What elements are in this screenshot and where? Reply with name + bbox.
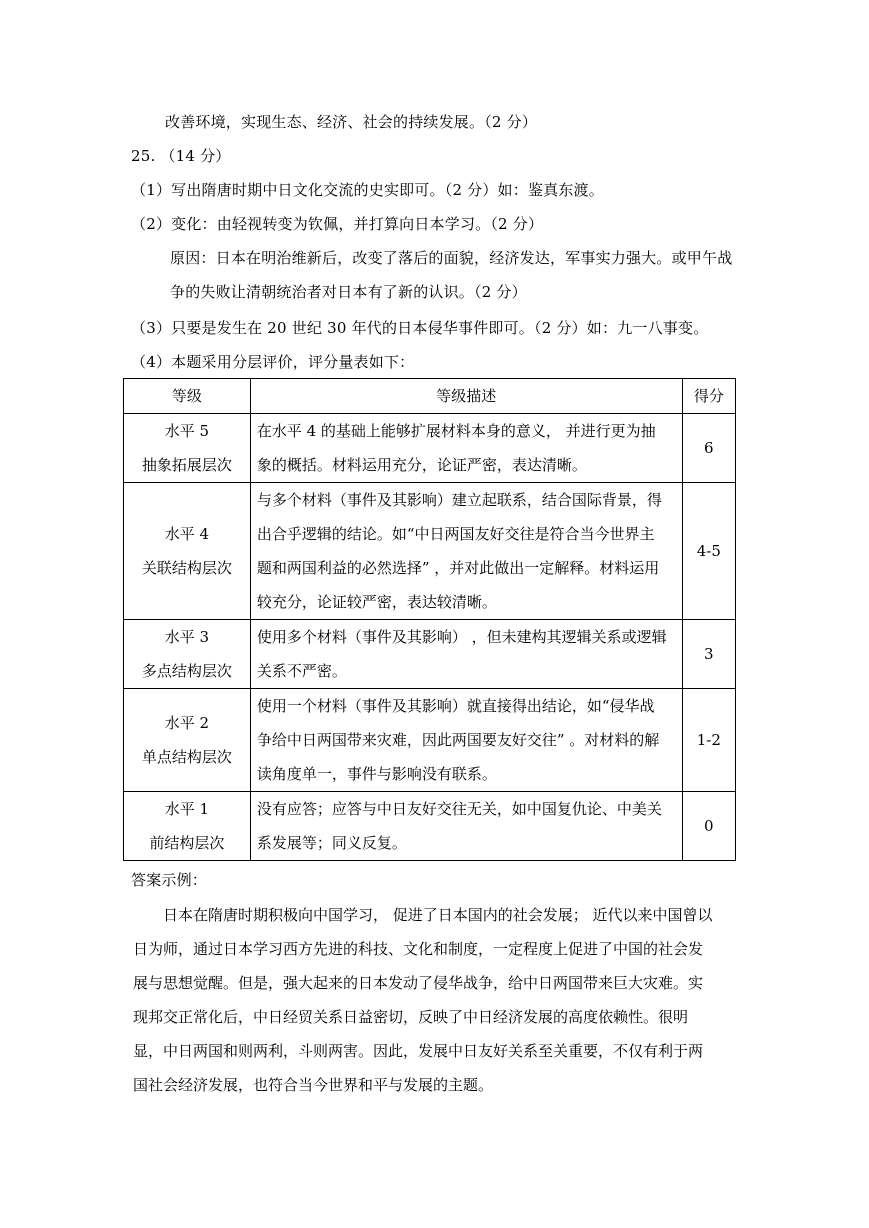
level-name: 水平 1 [164, 800, 210, 818]
level-cell [124, 483, 251, 620]
level-cell [124, 689, 251, 792]
description-line: 较充分，论证较严密，表达较清晰。 [256, 593, 497, 611]
level-name: 水平 4 [164, 525, 210, 543]
score-cell: 6 [682, 414, 735, 483]
level-name: 水平 5 [164, 422, 210, 440]
description-line: 使用一个材料（事件及其影响）就直接得出结论，如“侵华战 [256, 697, 655, 715]
description-cell [250, 414, 682, 483]
example-text: 日本在隋唐时期积极向中国学习， 促进了日本国内的社会发展； 近代以来中国曾以日为师，通过日本学习西方先进的科技、文化和制度，一定程度上促进了中国的社会发展与思想觉醒。但是，强大起来的日本发动了侵华战争，给中日两国带来巨大灾难。实现邦交正常化后，中日经贸关系日益密切，反映了中日经济发展的高度依赖性。很明显，中日两国和则两利，斗则两害。因此，发展中日友好关系至关重要，不仅有利于两国社会经济发展，也符合当今世界和平与发展的主题。 [133, 906, 713, 1094]
level-type: 关联结构层次 [141, 559, 232, 577]
answer-part-2: （2）变化：由轻视转变为钦佩，并打算向日本学习。（2 分） [131, 215, 544, 233]
level-name: 水平 3 [164, 628, 210, 646]
example-label: 答案示例： [131, 871, 208, 889]
example-paragraph [133, 898, 713, 1102]
description-line: 与多个材料（事件及其影响）建立起联系，结合国际背景，得 [256, 491, 662, 509]
table-header-row [124, 379, 736, 414]
description-cell [250, 689, 682, 792]
answer-part-2-reason: 原因：日本在明治维新后，改变了落后的面貌，经济发达，军事实力强大。或甲午战 [170, 249, 733, 267]
header-score: 得分 [682, 379, 735, 414]
header-level: 等级 [124, 379, 251, 414]
description-line: 读角度单一，事件与影响没有联系。 [256, 765, 497, 783]
question-number: 25. （14 分） [131, 147, 231, 165]
level-cell [124, 792, 251, 861]
description-line: 在水平 4 的基础上能够扩展材料本身的意义， 并进行更为抽 [256, 422, 656, 440]
text-line: 改善环境，实现生态、经济、社会的持续发展。（2 分） [165, 113, 538, 131]
description-line: 题和两国利益的必然选择” ，并对此做出一定解释。材料运用 [256, 559, 660, 577]
rubric-table [123, 378, 736, 861]
table-row [124, 792, 736, 861]
description-cell [250, 620, 682, 689]
answer-part-4: （4）本题采用分层评价，评分量表如下： [131, 353, 415, 371]
table-row [124, 483, 736, 620]
description-cell [250, 792, 682, 861]
score-cell: 4-5 [682, 483, 735, 620]
level-cell [124, 620, 251, 689]
description-cell [250, 483, 682, 620]
answer-part-3: （3）只要是发生在 20 世纪 30 年代的日本侵华事件即可。（2 分）如：九一八事变。 [131, 319, 709, 337]
level-cell [124, 414, 251, 483]
table-row [124, 620, 736, 689]
score-cell: 1-2 [682, 689, 735, 792]
table-row [124, 414, 736, 483]
header-description: 等级描述 [250, 379, 682, 414]
description-line: 没有应答；应答与中日友好交往无关，如中国复仇论、中美关 [256, 800, 662, 818]
answer-part-1: （1）写出隋唐时期中日文化交流的史实即可。（2 分）如：鉴真东渡。 [131, 181, 604, 199]
description-line: 象的概括。材料运用充分，论证严密，表达清晰。 [256, 456, 587, 474]
description-line: 系发展等；同义反复。 [256, 834, 407, 852]
level-type: 抽象拓展层次 [141, 456, 232, 474]
description-line: 使用多个材料（事件及其影响） ，但未建构其逻辑关系或逻辑 [256, 628, 667, 646]
description-line: 关系不严密。 [256, 662, 347, 680]
level-type: 前结构层次 [149, 834, 225, 852]
level-type: 多点结构层次 [141, 662, 232, 680]
table-row [124, 689, 736, 792]
description-line: 争给中日两国带来灾难，因此两国要友好交往” 。对材料的解 [256, 731, 660, 749]
answer-part-2-reason-cont: 争的失败让清朝统治者对日本有了新的认识。（2 分） [170, 283, 527, 301]
level-name: 水平 2 [164, 714, 210, 732]
level-type: 单点结构层次 [141, 748, 232, 766]
score-cell: 3 [682, 620, 735, 689]
score-cell: 0 [682, 792, 735, 861]
description-line: 出合乎逻辑的结论。如“中日两国友好交往是符合当今世界主 [256, 525, 655, 543]
